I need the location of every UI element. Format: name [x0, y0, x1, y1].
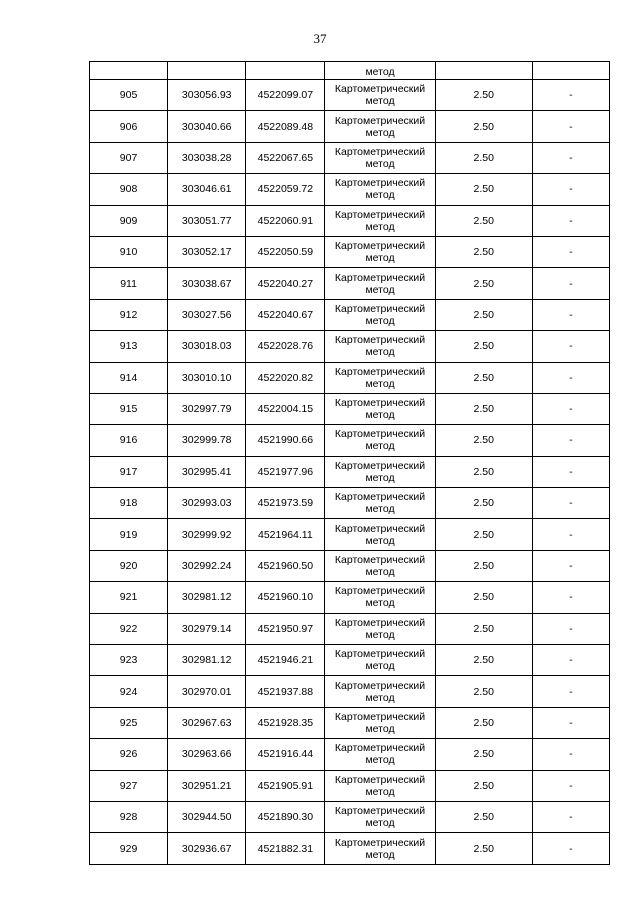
- error-cell: 2.50: [435, 550, 532, 581]
- method-line-1: Картометрический: [334, 240, 426, 253]
- error-cell: 2.50: [435, 707, 532, 738]
- point-number-cell: 911: [90, 268, 168, 299]
- method-line-1: Картометрический: [334, 428, 426, 441]
- note-cell: -: [532, 519, 609, 550]
- method-line-1: Картометрический: [334, 648, 426, 661]
- table-row: [90, 142, 610, 173]
- y-coordinate-cell: 4522099.07: [246, 80, 325, 111]
- method-cell: [325, 645, 435, 676]
- y-coordinate-cell: 4521928.35: [246, 707, 325, 738]
- method-line-2: метод: [365, 95, 395, 108]
- y-coordinate-cell: 4521960.50: [246, 550, 325, 581]
- point-number-cell: 925: [90, 707, 168, 738]
- table-row: [90, 236, 610, 267]
- y-coordinate-cell: 4522050.59: [246, 236, 325, 267]
- method-cell: [325, 456, 435, 487]
- coordinates-table-body: [90, 62, 610, 865]
- error-cell: 2.50: [435, 519, 532, 550]
- method-line-2: метод: [365, 220, 395, 233]
- method-line-2: метод: [365, 157, 395, 170]
- x-coordinate-cell: 303038.28: [168, 142, 246, 173]
- note-cell: -: [532, 362, 609, 393]
- error-cell: 2.50: [435, 142, 532, 173]
- x-coordinate-cell: 302944.50: [168, 801, 246, 832]
- method-line-1: Картометрический: [334, 302, 426, 315]
- x-coordinate-cell: 303018.03: [168, 331, 246, 362]
- note-cell: -: [532, 111, 609, 142]
- y-coordinate-cell: 4522020.82: [246, 362, 325, 393]
- method-line-1: Картометрический: [334, 711, 426, 723]
- method-line-2: метод: [365, 409, 395, 422]
- point-number-cell: 905: [90, 80, 168, 111]
- y-coordinate-cell: [246, 62, 325, 80]
- x-coordinate-cell: 302995.41: [168, 456, 246, 487]
- x-coordinate-cell: 303027.56: [168, 299, 246, 330]
- error-cell: 2.50: [435, 299, 532, 330]
- method-line-1: Картометрический: [334, 585, 426, 598]
- error-cell: 2.50: [435, 268, 532, 299]
- point-number-cell: 929: [90, 833, 168, 864]
- x-coordinate-cell: 303056.93: [168, 80, 246, 111]
- point-number-cell: 907: [90, 142, 168, 173]
- point-number-cell: 906: [90, 111, 168, 142]
- note-cell: -: [532, 676, 609, 707]
- y-coordinate-cell: 4521990.66: [246, 425, 325, 456]
- table-row: [90, 707, 610, 738]
- method-cell: [325, 331, 435, 362]
- table-row: [90, 488, 610, 519]
- error-cell: 2.50: [435, 833, 532, 864]
- method-cell: [325, 613, 435, 644]
- table-row: [90, 80, 610, 111]
- method-line-1: Картометрический: [334, 334, 426, 347]
- method-line-2: метод: [365, 628, 395, 641]
- error-cell: 2.50: [435, 676, 532, 707]
- method-cell: метод: [325, 62, 435, 80]
- method-line-2: метод: [365, 189, 395, 202]
- method-cell: [325, 80, 435, 111]
- error-cell: 2.50: [435, 205, 532, 236]
- point-number-cell: 909: [90, 205, 168, 236]
- note-cell: -: [532, 174, 609, 205]
- y-coordinate-cell: 4522004.15: [246, 393, 325, 424]
- error-cell: 2.50: [435, 801, 532, 832]
- x-coordinate-cell: 302970.01: [168, 676, 246, 707]
- method-line-1: Картометрический: [334, 616, 426, 629]
- method-cell: [325, 739, 435, 770]
- y-coordinate-cell: 4521977.96: [246, 456, 325, 487]
- y-coordinate-cell: 4522089.48: [246, 111, 325, 142]
- method-line-2: метод: [365, 283, 395, 296]
- error-cell: 2.50: [435, 613, 532, 644]
- method-line-2: метод: [365, 440, 395, 453]
- point-number-cell: 912: [90, 299, 168, 330]
- method-line-1: Картометрический: [334, 554, 426, 567]
- x-coordinate-cell: 303051.77: [168, 205, 246, 236]
- method-cell: [325, 488, 435, 519]
- table-row: [90, 801, 610, 832]
- method-line-1: Картометрический: [334, 145, 426, 158]
- table-row: [90, 613, 610, 644]
- point-number-cell: 928: [90, 801, 168, 832]
- y-coordinate-cell: 4522067.65: [246, 142, 325, 173]
- y-coordinate-cell: 4521964.11: [246, 519, 325, 550]
- point-number-cell: 914: [90, 362, 168, 393]
- method-cell: [325, 362, 435, 393]
- error-cell: 2.50: [435, 362, 532, 393]
- note-cell: -: [532, 268, 609, 299]
- method-cell: [325, 519, 435, 550]
- method-line-2: метод: [365, 660, 395, 673]
- y-coordinate-cell: 4521973.59: [246, 488, 325, 519]
- x-coordinate-cell: 302999.78: [168, 425, 246, 456]
- y-coordinate-cell: 4521882.31: [246, 833, 325, 864]
- x-coordinate-cell: 302981.12: [168, 582, 246, 613]
- method-line-1: Картометрический: [334, 177, 426, 190]
- table-row: [90, 299, 610, 330]
- table-row: [90, 268, 610, 299]
- error-cell: 2.50: [435, 739, 532, 770]
- y-coordinate-cell: 4522059.72: [246, 174, 325, 205]
- point-number-cell: 926: [90, 739, 168, 770]
- table-row: [90, 111, 610, 142]
- x-coordinate-cell: 303038.67: [168, 268, 246, 299]
- method-line-2: метод: [365, 597, 395, 610]
- method-line-1: Картометрический: [334, 365, 426, 378]
- method-line-1: Картометрический: [334, 742, 426, 755]
- method-line-2: метод: [365, 785, 395, 798]
- method-line-2: метод: [365, 314, 395, 327]
- error-cell: 2.50: [435, 488, 532, 519]
- table-row: [90, 770, 610, 801]
- point-number-cell: 916: [90, 425, 168, 456]
- table-row: [90, 362, 610, 393]
- note-cell: -: [532, 456, 609, 487]
- table-row: [90, 645, 610, 676]
- method-line-1: Картометрический: [334, 271, 426, 284]
- method-line-2: метод: [365, 534, 395, 547]
- y-coordinate-cell: 4522060.91: [246, 205, 325, 236]
- error-cell: 2.50: [435, 393, 532, 424]
- point-number-cell: 908: [90, 174, 168, 205]
- error-cell: 2.50: [435, 111, 532, 142]
- method-cell: [325, 299, 435, 330]
- method-line-2: метод: [365, 126, 395, 139]
- x-coordinate-cell: 302963.66: [168, 739, 246, 770]
- x-coordinate-cell: 303052.17: [168, 236, 246, 267]
- x-coordinate-cell: 302951.21: [168, 770, 246, 801]
- x-coordinate-cell: [168, 62, 246, 80]
- method-line-1: Картометрический: [334, 836, 426, 849]
- note-cell: -: [532, 770, 609, 801]
- note-cell: [532, 62, 609, 80]
- method-cell: [325, 142, 435, 173]
- method-line-1: Картометрический: [334, 83, 426, 96]
- point-number-cell: 919: [90, 519, 168, 550]
- method-line-2: метод: [365, 503, 395, 516]
- error-cell: 2.50: [435, 645, 532, 676]
- point-number-cell: 923: [90, 645, 168, 676]
- table-row: [90, 550, 610, 581]
- error-cell: 2.50: [435, 770, 532, 801]
- continued-row: [90, 62, 610, 80]
- method-line-2: метод: [365, 471, 395, 484]
- y-coordinate-cell: 4521937.88: [246, 676, 325, 707]
- x-coordinate-cell: 302992.24: [168, 550, 246, 581]
- error-cell: 2.50: [435, 80, 532, 111]
- method-line-1: Картометрический: [334, 805, 426, 818]
- method-line-1: Картометрический: [334, 522, 426, 535]
- table-row: [90, 582, 610, 613]
- note-cell: -: [532, 80, 609, 111]
- y-coordinate-cell: 4521946.21: [246, 645, 325, 676]
- point-number-cell: 922: [90, 613, 168, 644]
- point-number-cell: 924: [90, 676, 168, 707]
- method-line-1: Картометрический: [334, 773, 426, 786]
- method-cell: [325, 425, 435, 456]
- table-row: [90, 174, 610, 205]
- note-cell: -: [532, 550, 609, 581]
- point-number-cell: 915: [90, 393, 168, 424]
- table-row: [90, 205, 610, 236]
- table-row: [90, 456, 610, 487]
- method-cell: [325, 707, 435, 738]
- method-line-2: метод: [365, 691, 395, 704]
- method-cell: [325, 676, 435, 707]
- method-line-2: метод: [365, 377, 395, 390]
- y-coordinate-cell: 4522040.27: [246, 268, 325, 299]
- error-cell: 2.50: [435, 582, 532, 613]
- method-cell: [325, 236, 435, 267]
- note-cell: -: [532, 613, 609, 644]
- method-line-1: Картометрический: [334, 459, 426, 472]
- method-line-2: метод: [365, 346, 395, 359]
- y-coordinate-cell: 4521950.97: [246, 613, 325, 644]
- y-coordinate-cell: 4521916.44: [246, 739, 325, 770]
- note-cell: -: [532, 707, 609, 738]
- note-cell: -: [532, 488, 609, 519]
- method-cell: [325, 833, 435, 864]
- method-cell: [325, 111, 435, 142]
- table-row: [90, 519, 610, 550]
- table-row: [90, 676, 610, 707]
- method-cell: [325, 801, 435, 832]
- x-coordinate-cell: 302993.03: [168, 488, 246, 519]
- coordinates-table: [89, 61, 610, 865]
- y-coordinate-cell: 4522040.67: [246, 299, 325, 330]
- error-cell: 2.50: [435, 456, 532, 487]
- y-coordinate-cell: 4521905.91: [246, 770, 325, 801]
- table-row: [90, 833, 610, 864]
- note-cell: -: [532, 833, 609, 864]
- table-row: [90, 425, 610, 456]
- method-line-1: Картометрический: [334, 679, 426, 692]
- x-coordinate-cell: 303010.10: [168, 362, 246, 393]
- x-coordinate-cell: 302999.92: [168, 519, 246, 550]
- method-cell: [325, 582, 435, 613]
- y-coordinate-cell: 4521890.30: [246, 801, 325, 832]
- error-cell: [435, 62, 532, 80]
- page-number: 37: [313, 31, 327, 46]
- method-line-1: Картометрический: [334, 114, 426, 127]
- error-cell: 2.50: [435, 425, 532, 456]
- point-number-cell: 927: [90, 770, 168, 801]
- x-coordinate-cell: 302981.12: [168, 645, 246, 676]
- point-number-cell: 910: [90, 236, 168, 267]
- note-cell: -: [532, 645, 609, 676]
- table-row: [90, 739, 610, 770]
- method-line-2: метод: [365, 754, 395, 767]
- method-cell: [325, 205, 435, 236]
- point-number-cell: [90, 62, 168, 80]
- note-cell: -: [532, 299, 609, 330]
- x-coordinate-cell: 302936.67: [168, 833, 246, 864]
- method-line-2: метод: [365, 723, 395, 735]
- note-cell: -: [532, 801, 609, 832]
- point-number-cell: 921: [90, 582, 168, 613]
- point-number-cell: 920: [90, 550, 168, 581]
- method-cell: [325, 393, 435, 424]
- point-number-cell: 913: [90, 331, 168, 362]
- point-number-cell: 918: [90, 488, 168, 519]
- error-cell: 2.50: [435, 174, 532, 205]
- x-coordinate-cell: 303046.61: [168, 174, 246, 205]
- table-row: [90, 331, 610, 362]
- method-line-2: метод: [365, 817, 395, 830]
- error-cell: 2.50: [435, 331, 532, 362]
- table-row: [90, 393, 610, 424]
- note-cell: -: [532, 142, 609, 173]
- note-cell: -: [532, 236, 609, 267]
- method-line-2: метод: [365, 848, 395, 861]
- y-coordinate-cell: 4522028.76: [246, 331, 325, 362]
- method-cell: [325, 268, 435, 299]
- note-cell: -: [532, 205, 609, 236]
- method-cell: [325, 174, 435, 205]
- point-number-cell: 917: [90, 456, 168, 487]
- note-cell: -: [532, 331, 609, 362]
- method-line-1: Картометрический: [334, 397, 426, 410]
- note-cell: -: [532, 425, 609, 456]
- x-coordinate-cell: 302979.14: [168, 613, 246, 644]
- method-cell: [325, 550, 435, 581]
- method-line-1: Картометрический: [334, 491, 426, 504]
- note-cell: -: [532, 739, 609, 770]
- note-cell: -: [532, 582, 609, 613]
- x-coordinate-cell: 302967.63: [168, 707, 246, 738]
- x-coordinate-cell: 303040.66: [168, 111, 246, 142]
- error-cell: 2.50: [435, 236, 532, 267]
- method-line-1: Картометрический: [334, 208, 426, 221]
- method-cell: [325, 770, 435, 801]
- y-coordinate-cell: 4521960.10: [246, 582, 325, 613]
- method-line-2: метод: [365, 566, 395, 579]
- method-line-2: метод: [365, 252, 395, 265]
- x-coordinate-cell: 302997.79: [168, 393, 246, 424]
- note-cell: -: [532, 393, 609, 424]
